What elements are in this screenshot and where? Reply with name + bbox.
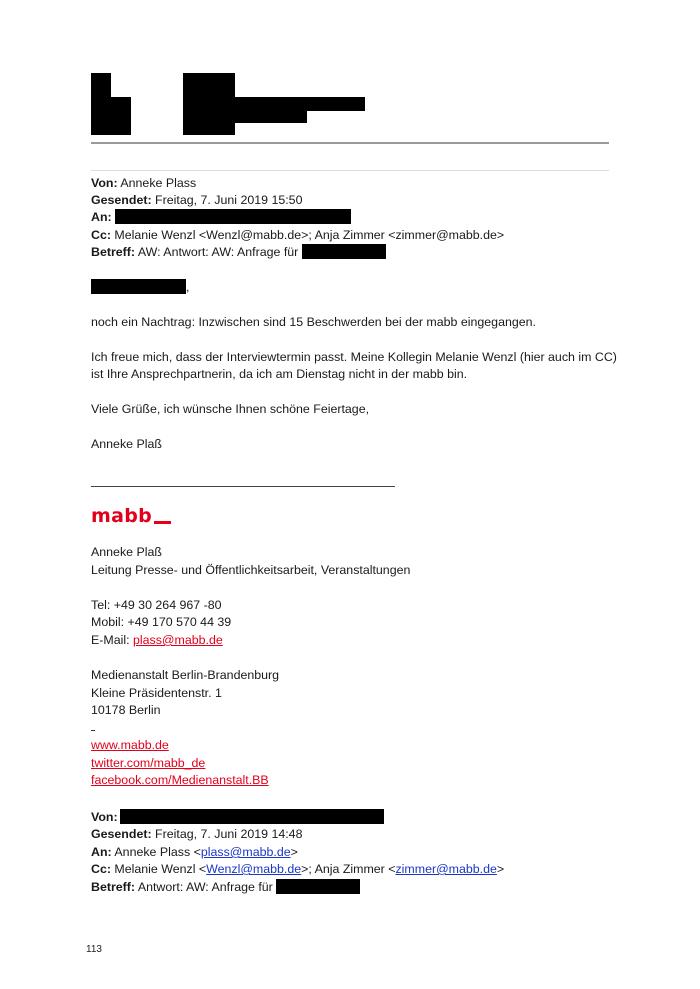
- signature-separator: [91, 486, 395, 487]
- email1-to: [91, 209, 351, 227]
- subject-label: Betreff:: [91, 245, 136, 259]
- sent-value: Freitag, 7. Juni 2019 14:48: [155, 827, 303, 841]
- cc-mid: >; Anja Zimmer <: [301, 862, 396, 876]
- redacted-letterhead-5: [235, 111, 307, 123]
- website-link-row: [91, 737, 169, 755]
- redacted-letterhead-1: [91, 73, 111, 135]
- signature-tel: Tel: +49 30 264 967 -80: [91, 598, 222, 612]
- header-rule-thin: [91, 170, 609, 171]
- redacted-letterhead-2: [111, 97, 131, 135]
- cc-email-link-2[interactable]: zimmer@mabb.de: [395, 862, 497, 876]
- redacted-sender: [120, 809, 384, 824]
- redacted-subject: [276, 879, 360, 894]
- facebook-link-row: [91, 772, 269, 790]
- cc-name-1: Melanie Wenzl <: [114, 862, 207, 876]
- cc-email-link-1[interactable]: Wenzl@mabb.de: [206, 862, 302, 876]
- to-email-link[interactable]: plass@mabb.de: [200, 845, 291, 859]
- email-label: E-Mail:: [91, 633, 133, 647]
- logo-text: mabb: [91, 505, 153, 527]
- body-paragraph-1: noch ein Nachtrag: Inzwischen sind 15 Beschwerden bei der mabb eingegangen.: [91, 315, 536, 329]
- cc-value: Melanie Wenzl <Wenzl@mabb.de>; Anja Zimmer <zimmer@mabb.de>: [114, 228, 505, 242]
- email1-from: [91, 175, 196, 193]
- page-number: 113: [86, 944, 102, 955]
- subject-label: Betreff:: [91, 880, 136, 894]
- subject-value: Antwort: AW: Anfrage für: [137, 880, 273, 894]
- email1-sent: [91, 192, 302, 210]
- subject-value: AW: Antwort: AW: Anfrage für: [137, 245, 299, 259]
- signature-dash: [91, 730, 95, 731]
- twitter-link[interactable]: twitter.com/mabb_de: [91, 756, 206, 770]
- salutation: [91, 279, 189, 297]
- from-label: Von:: [91, 810, 118, 824]
- from-label: Von:: [91, 176, 118, 190]
- closing: Viele Grüße, ich wünsche Ihnen schöne Feiertage,: [91, 402, 370, 416]
- email2-sent: [91, 826, 302, 844]
- to-end: >: [290, 845, 298, 859]
- redacted-subject: [302, 244, 386, 259]
- signature-street: Kleine Präsidentenstr. 1: [91, 686, 222, 700]
- from-value: Anneke Plass: [120, 176, 197, 190]
- signature-email: [91, 632, 223, 650]
- email2-from: [91, 809, 384, 827]
- signature-org: Medienanstalt Berlin-Brandenburg: [91, 668, 280, 682]
- cc-label: Cc:: [91, 862, 111, 876]
- email1-cc: [91, 227, 504, 245]
- email1-subject: [91, 244, 386, 262]
- cc-end: >: [496, 862, 505, 876]
- sent-label: Gesendet:: [91, 827, 152, 841]
- signature-role: Leitung Presse- und Öffentlichkeitsarbeit, Veranstaltungen: [91, 563, 411, 577]
- header-rule: [91, 142, 609, 144]
- to-label: An:: [91, 845, 112, 859]
- website-link[interactable]: www.mabb.de: [91, 738, 169, 752]
- sent-label: Gesendet:: [91, 193, 152, 207]
- email2-to: [91, 844, 298, 862]
- body-paragraph-2-line-1: Ich freue mich, dass der Interviewtermin passt. Meine Kollegin Melanie Wenzl (hier auch im CC): [91, 350, 617, 364]
- facebook-link[interactable]: facebook.com/Medienanstalt.BB: [91, 773, 269, 787]
- twitter-link-row: [91, 755, 205, 773]
- signature-email-link[interactable]: plass@mabb.de: [133, 633, 223, 647]
- redacted-salutation: [91, 279, 186, 294]
- signature-name: Anneke Plaß: [91, 545, 162, 559]
- body-paragraph-2-line-2: ist Ihre Ansprechpartnerin, da ich am Dienstag nicht in der mabb bin.: [91, 367, 468, 381]
- to-label: An:: [91, 210, 112, 224]
- signature-city: 10178 Berlin: [91, 703, 161, 717]
- redacted-recipient: [115, 209, 351, 224]
- email2-cc: [91, 861, 504, 879]
- salutation-comma: ,: [186, 280, 190, 294]
- redacted-letterhead-3: [183, 73, 235, 135]
- sender-name: Anneke Plaß: [91, 437, 162, 451]
- logo-underscore: [154, 521, 171, 524]
- redacted-letterhead-4: [235, 97, 365, 111]
- cc-label: Cc:: [91, 228, 111, 242]
- sent-value: Freitag, 7. Juni 2019 15:50: [155, 193, 303, 207]
- signature-mobile: Mobil: +49 170 570 44 39: [91, 615, 232, 629]
- mabb-logo: [91, 505, 171, 531]
- email2-subject: [91, 879, 360, 897]
- to-name: Anneke Plass <: [114, 845, 201, 859]
